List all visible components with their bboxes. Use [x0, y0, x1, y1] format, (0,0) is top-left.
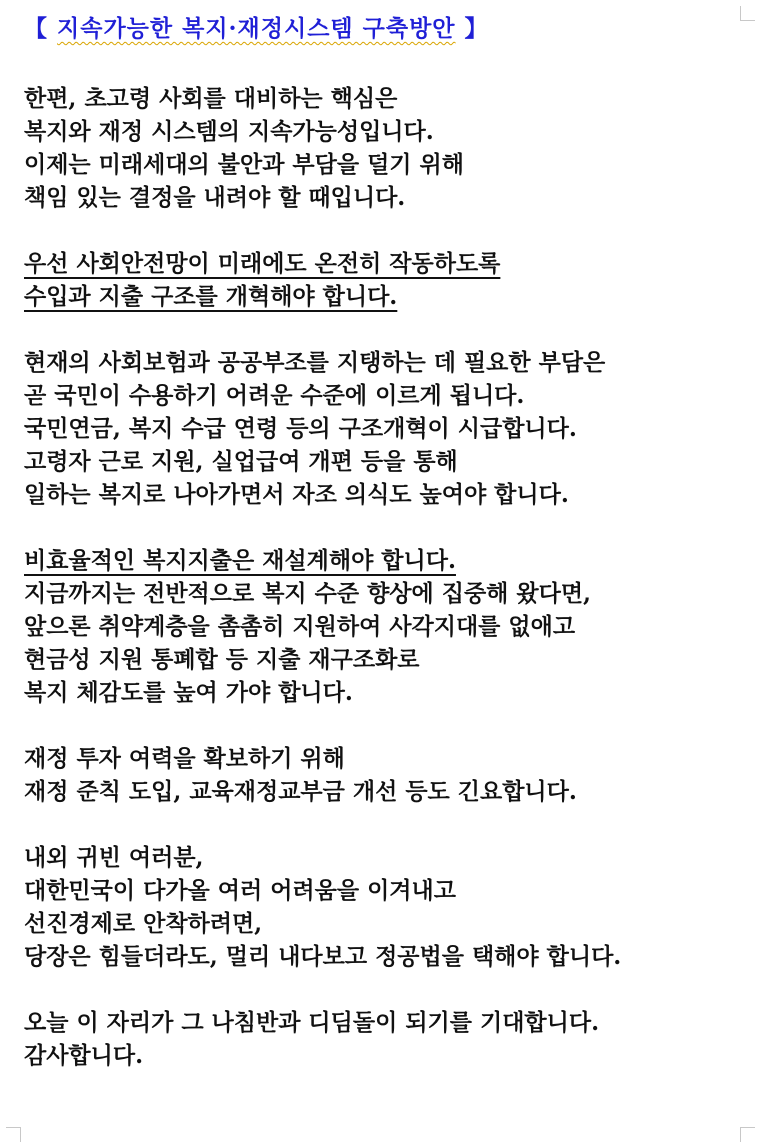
title-close-bracket: 】 [464, 15, 489, 42]
text-line: 당장은 힘들더라도, 멀리 내다보고 정공법을 택해야 합니다. [24, 943, 622, 970]
paragraph-gap [24, 808, 754, 841]
text-line: 국민연금, 복지 수급 연령 등의 구조개혁이 시급합니다. [24, 415, 577, 442]
document-body[interactable] [24, 82, 754, 1072]
underlined-text: 우선 사회안전망이 미래에도 온전히 작동하도록 [24, 250, 501, 277]
text-line: 한편, 초고령 사회를 대비하는 핵심은 [24, 85, 398, 112]
title-open-bracket: 【 [24, 15, 48, 42]
paragraph-gap [24, 511, 754, 544]
text-line: 복지 체감도를 높여 가야 합니다. [24, 679, 353, 706]
text-line: 앞으론 취약계층을 촘촘히 지원하여 사각지대를 없애고 [24, 613, 576, 640]
title-text: 지속가능한 복지·재정시스템 구축방안 [57, 15, 456, 42]
underlined-text: 수입과 지출 구조를 개혁해야 합니다. [24, 283, 398, 310]
text-line: 대한민국이 다가올 여러 어려움을 이겨내고 [24, 877, 456, 904]
page-corner-mark-bottom-left [6, 1127, 21, 1142]
paragraph-gap [24, 214, 754, 247]
page-corner-mark-top-right [740, 6, 755, 21]
text-line-underlined [24, 247, 754, 280]
text-line: 현재의 사회보험과 공공부조를 지탱하는 데 필요한 부담은 [24, 349, 606, 376]
underlined-text: 비효율적인 복지지출은 재설계해야 합니다. [24, 547, 456, 574]
paragraph-gap [24, 709, 754, 742]
paragraph-gap [24, 973, 754, 1006]
text-line: 내외 귀빈 여러분, [24, 844, 204, 871]
document-title [24, 10, 489, 43]
text-line: 선진경제로 안착하려면, [24, 910, 263, 937]
text-line: 곧 국민이 수용하기 어려운 수준에 이르게 됩니다. [24, 382, 525, 409]
text-line: 감사합니다. [24, 1042, 144, 1069]
text-line-underlined [24, 544, 754, 577]
text-line: 지금까지는 전반적으로 복지 수준 향상에 집중해 왔다면, [24, 580, 592, 607]
text-line: 일하는 복지로 나아가면서 자조 의식도 높여야 합니다. [24, 481, 569, 508]
text-line: 책임 있는 결정을 내려야 할 때입니다. [24, 184, 406, 211]
page-corner-mark-bottom-right [740, 1127, 755, 1142]
text-line: 오늘 이 자리가 그 나침반과 디딤돌이 되기를 기대합니다. [24, 1009, 600, 1036]
text-line: 고령자 근로 지원, 실업급여 개편 등을 통해 [24, 448, 458, 475]
text-line: 복지와 재정 시스템의 지속가능성입니다. [24, 118, 434, 145]
text-line: 재정 준칙 도입, 교육재정교부금 개선 등도 긴요합니다. [24, 778, 577, 805]
text-line: 현금성 지원 통폐합 등 지출 재구조화로 [24, 646, 420, 673]
text-line: 재정 투자 여력을 확보하기 위해 [24, 745, 345, 772]
paragraph-gap [24, 313, 754, 346]
text-line-underlined [24, 280, 754, 313]
text-line: 이제는 미래세대의 불안과 부담을 덜기 위해 [24, 151, 464, 178]
